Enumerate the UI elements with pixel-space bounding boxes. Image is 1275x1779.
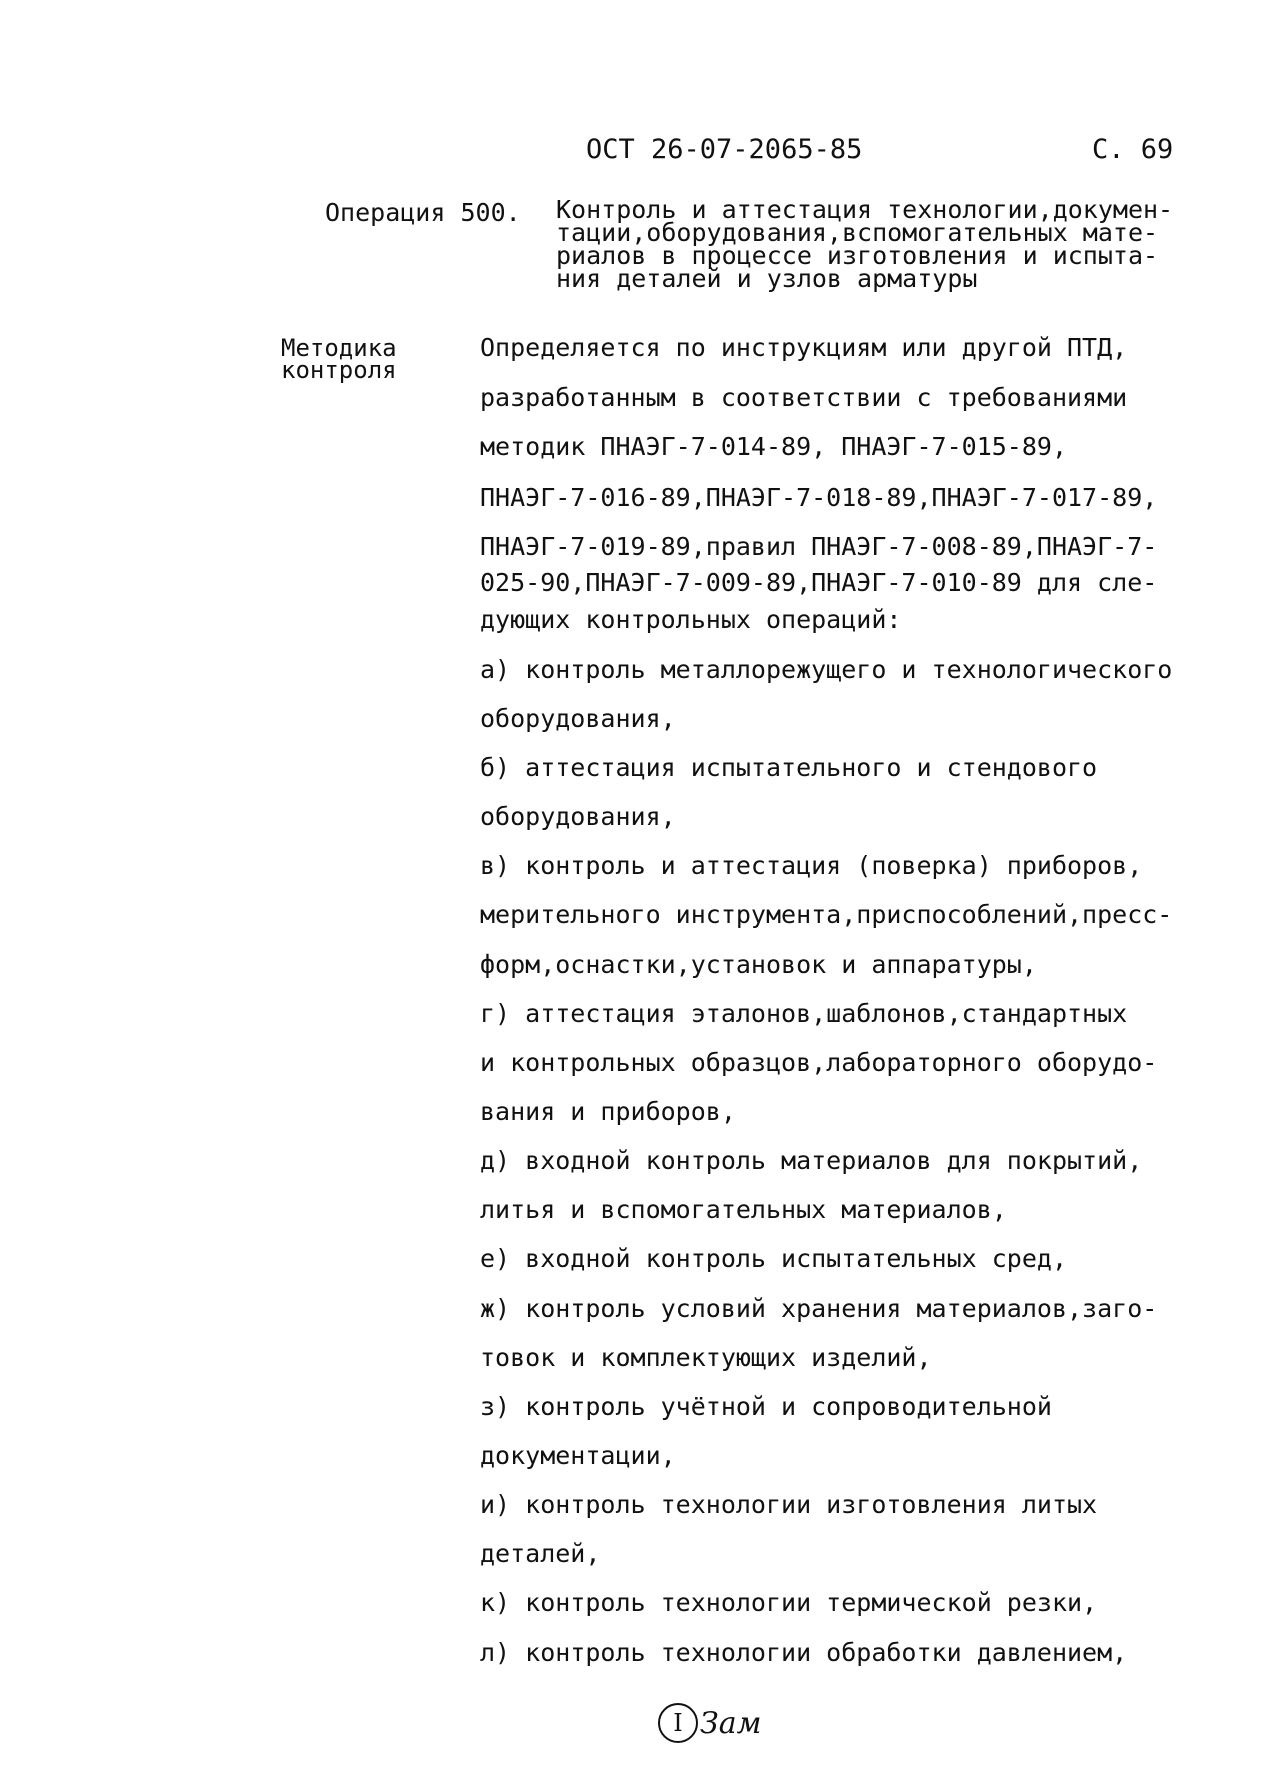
list-item: д) входной контроль материалов для покрытий,: [480, 1146, 1143, 1175]
list-item: оборудования,: [480, 704, 676, 733]
list-item: вания и приборов,: [480, 1097, 736, 1126]
list-item: деталей,: [480, 1539, 601, 1568]
list-item: мерительного инструмента,приспособлений,пресс-: [480, 900, 1173, 929]
body-line: дующих контрольных операций:: [480, 605, 902, 634]
list-item: литья и вспомогательных материалов,: [480, 1195, 1007, 1224]
body-line: методик ПНАЭГ-7-014-89, ПНАЭГ-7-015-89,: [480, 432, 1067, 461]
body-line: Определяется по инструкциям или другой ПТД,: [480, 333, 1128, 362]
page-number: С. 69: [1092, 134, 1174, 165]
list-item: г) аттестация эталонов,шаблонов,стандартных: [480, 999, 1128, 1028]
list-item: документации,: [480, 1441, 676, 1470]
operation-label: Операция 500.: [325, 198, 521, 227]
method-label-line: Методика: [281, 334, 397, 362]
body-line: ПНАЭГ-7-016-89,ПНАЭГ-7-018-89,ПНАЭГ-7-017-89,: [480, 483, 1158, 512]
body-line: 025-90,ПНАЭГ-7-009-89,ПНАЭГ-7-010-89 для сле-: [480, 568, 1158, 597]
method-label-line: контроля: [281, 356, 397, 384]
revision-circle: I: [658, 1703, 698, 1743]
list-item: ж) контроль условий хранения материалов,заго-: [480, 1294, 1158, 1323]
revision-note: Зам: [700, 1705, 762, 1741]
list-item: з) контроль учётной и сопроводительной: [480, 1392, 1052, 1421]
operation-title: [556, 195, 1196, 293]
list-item: к) контроль технологии термической резки,: [480, 1588, 1098, 1617]
list-item: товок и комплектующих изделий,: [480, 1343, 932, 1372]
list-item: оборудования,: [480, 802, 676, 831]
revision-mark: [658, 1703, 761, 1743]
operation-title-line: Контроль и аттестация технологии,докумен-: [556, 195, 1174, 224]
list-item: в) контроль и аттестация (поверка) приборов,: [480, 851, 1143, 880]
list-item: и) контроль технологии изготовления литых: [480, 1490, 1098, 1519]
list-item: а) контроль металлорежущего и технологического: [480, 655, 1173, 684]
list-item: б) аттестация испытательного и стендового: [480, 753, 1098, 782]
list-item: и контрольных образцов,лабораторного оборудо-: [480, 1048, 1158, 1077]
operation-title-line: риалов в процессе изготовления и испыта-: [556, 241, 1159, 270]
operation-title-line: ния деталей и узлов арматуры: [556, 264, 978, 293]
operation-title-line: тации,оборудования,вспомогательных мате-: [556, 218, 1159, 247]
list-item: форм,оснастки,установок и аппаратуры,: [480, 950, 1037, 979]
document-code: ОСТ 26-07-2065-85: [586, 134, 863, 165]
body-line: разработанным в соответствии с требованиями: [480, 383, 1128, 412]
list-item: е) входной контроль испытательных сред,: [480, 1244, 1067, 1273]
list-item: л) контроль технологии обработки давлением,: [480, 1638, 1128, 1667]
body-line: ПНАЭГ-7-019-89,правил ПНАЭГ-7-008-89,ПНАЭГ-7-: [480, 532, 1158, 561]
method-label: [281, 334, 397, 384]
